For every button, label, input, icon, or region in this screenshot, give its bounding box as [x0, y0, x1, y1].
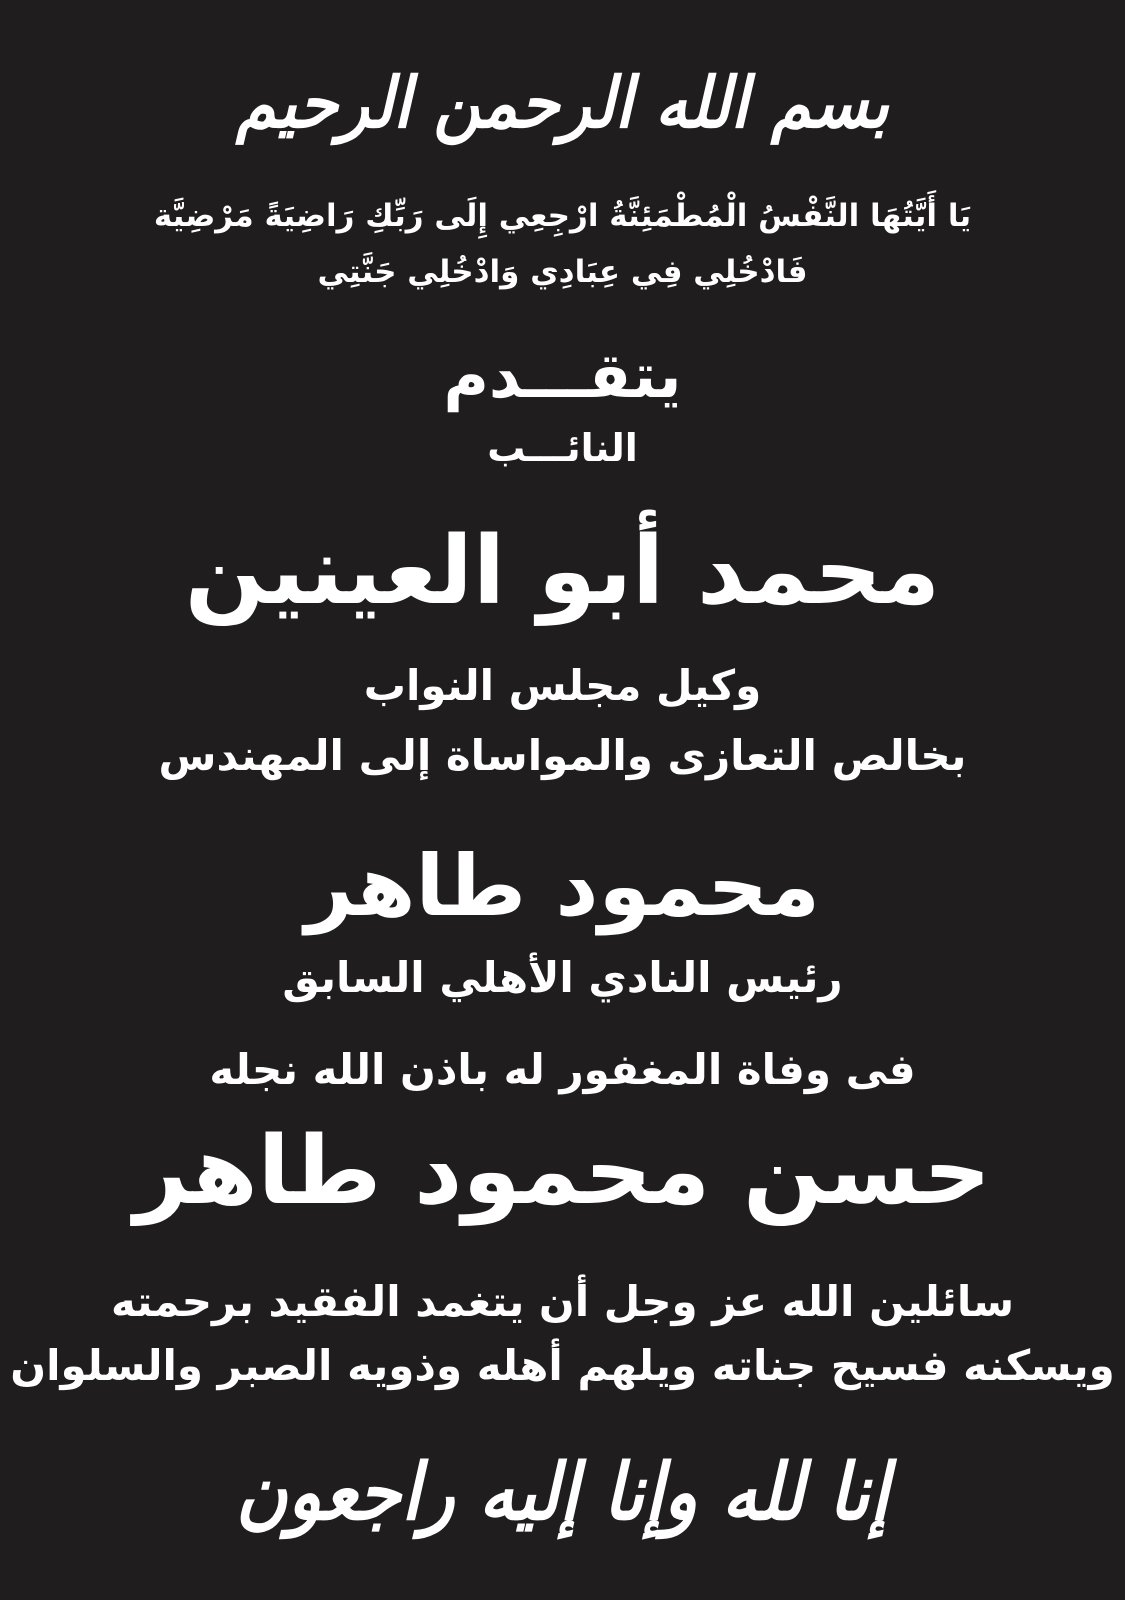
sender-title: النائـــب [487, 426, 638, 470]
condolence-line: بخالص التعازى والمواساة إلى المهندس [158, 731, 967, 780]
prayer-line-2: ويسكنه فسيح جناته ويلهم أهله وذويه الصبر والسلوان [10, 1341, 1115, 1390]
closing-calligraphy: إنا لله وإنا إليه راجعون [235, 1447, 889, 1538]
recipient-role: رئيس النادي الأهلي السابق [282, 953, 843, 1002]
quran-verse-line-1: يَا أَيَّتُهَا النَّفْسُ الْمُطْمَئِنَّةُ ارْجِعِي إِلَى رَبِّكِ رَاضِيَةً مَرْضِيَّة [153, 198, 972, 234]
sender-role: وكيل مجلس النواب [363, 661, 762, 710]
sender-name: محمد أبو العينين [184, 517, 941, 626]
quran-verse-line-2: فَادْخُلِي فِي عِبَادِي وَادْخُلِي جَنَّتِي [317, 254, 808, 290]
recipient-name: محمود طاهر [304, 837, 821, 935]
deceased-name: حسن محمود طاهر [133, 1117, 992, 1226]
death-announcement-line: فى وفاة المغفور له باذن الله نجله [209, 1045, 916, 1094]
heading-offers: يتقـــدم [443, 339, 682, 412]
prayer-line-1: سائلين الله عز وجل أن يتغمد الفقيد برحمته [111, 1277, 1014, 1326]
basmala-calligraphy: بسم الله الرحمن الرحيم [235, 61, 890, 144]
